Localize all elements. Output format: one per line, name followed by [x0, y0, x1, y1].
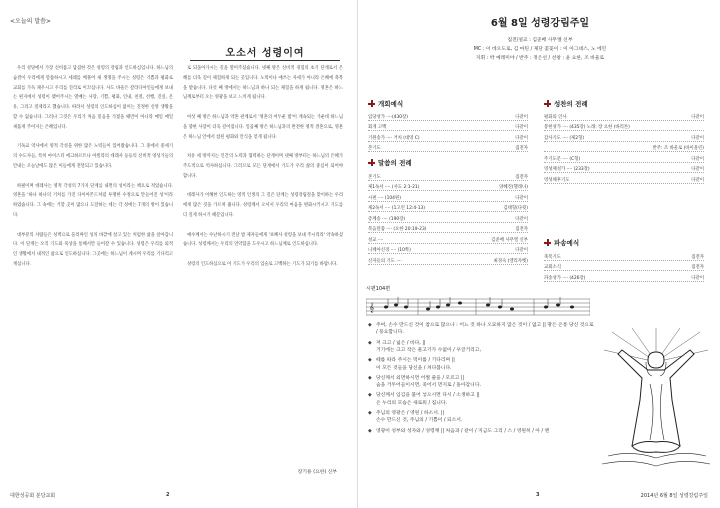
order-row [368, 244, 528, 255]
left-page [0, 0, 358, 508]
order-row [544, 152, 704, 163]
order-item-leader: 집전자 [515, 174, 528, 180]
order-row [368, 233, 528, 244]
sermon-paragraph: 우리 성당에서 가장 신비롭고 담겸한 것은 성령의 강림과 인도하심입니다. 하느님의 숨결이 우리에게 말씀하시고 세례를 베풀어 새 생명을 주시는 성령은 기쁨과 평화로 교회를 가득 채우시고 우리를 진리로 이끄십니다. 사도 바울은 갈라디아인들에게 보내는 편지에서 성령이 맺어주시는 열매는 사랑, 기쁨, 평화, 인내, 친절, 선행, 진실, 온유, 그리고 절제라고 했습니다. 따라서 성령의 인도하심이 없이는 진정한 신앙 생활을 할 수 없습니다. 그러나 그것은 우리가 처음 믿음을 가졌을 때만이 아니라 매일 매일 새롭게 주어지는 은혜입니다. [13, 66, 173, 130]
bullet-icon: ◆ [368, 323, 372, 328]
bullet-icon: ◆ [368, 340, 372, 346]
right-page [360, 0, 720, 508]
sermon-title: 오소서 성령이여 [225, 48, 305, 59]
order-row [368, 223, 528, 234]
order-item-name: 교회소식 [544, 265, 561, 270]
psalm-label: 시편104편 [366, 286, 391, 292]
order-item-leader: 다같이 [515, 125, 528, 130]
lyric-line [368, 428, 596, 435]
sermon-paragraph: 대부분의 사람들은 성벽으로 둘러싸인 성의 바깥에 살고 있는 처럼한 삶을 살아갑니다. 이 단계는 오직 기도와 묵상을 통해서만 들어갈 수 있습니다. 성령은 우리를 외적인 생활에서 내적인 삶으로 인도하십니다. 그곳에는 하느님이 계시며 우리를 기다리고 계십니다. [13, 232, 173, 267]
lyric-line [368, 340, 596, 355]
dismissal-heading [544, 238, 579, 247]
order-item-name: 본기도 [368, 146, 381, 151]
svg-text:𝄞: 𝄞 [369, 303, 375, 313]
preacher-signature: 장기용 (요한) 신부 [297, 470, 337, 475]
service-ministers: MC : 이 데오도로, 김 마틴 / 제단 꽃꽂이 : 이 아그네스, 노 에린 [473, 47, 607, 52]
order-row [368, 191, 528, 202]
sermon-column-2 [183, 64, 343, 489]
order-item-leader: 다같이 [515, 135, 528, 141]
order-item-leader: 다같이 [691, 275, 704, 281]
lyric-line [368, 375, 596, 390]
risen-christ-illustration-icon [602, 328, 710, 468]
lyric-line [368, 322, 596, 337]
order-item-leader: 다같이 [691, 177, 704, 183]
eucharist-list [544, 110, 704, 184]
order-item-name: 입당성가 ····(430장) [368, 114, 408, 120]
order-item-name: 본기도 [368, 174, 381, 180]
order-row [544, 142, 704, 153]
order-row [368, 131, 528, 142]
lyric-text: 당신께서 외면하시면 어쩔 줄을 / 모르고 || [376, 375, 465, 381]
order-row [368, 202, 528, 213]
order-item-name: 감사기도 ···· (제2형) [544, 135, 585, 141]
order-item-name: 신자들의 기도 ···· [368, 258, 402, 264]
cross-icon [368, 159, 375, 166]
order-row [544, 261, 704, 272]
order-item-leader: 다같이 [691, 114, 704, 120]
gathering-heading-label: 개회예식 [378, 100, 404, 108]
order-item-name: 복음말씀 ···· (요한 20:19-23) [368, 227, 427, 232]
bullet-icon: ◆ [368, 358, 372, 364]
order-item-name: 시편 ···· (104편) [368, 195, 401, 201]
order-item-name: 회개 고백 [368, 125, 387, 130]
order-item-name: 파송성가 ···· (426장) [544, 275, 586, 281]
service-music: 지휘 : 박 예레미야 / 반주 : 정은선 / 선창 : 윤 요한, 조 바울로 [475, 56, 605, 61]
order-row [368, 170, 528, 181]
sermon-paragraph: 기독교 역사에서 영적 각성을 위한 많은 노력들이 있어왔습니다. 그 중에서 중세기의 수도자들, 특히 마이스터 에크하르트나 아빌라의 데레사 등등의 신비적 영성가들의 안내는 오늘날에도 많은 이들에게 전달되고 있습니다. [13, 144, 173, 169]
lyric-text: 당신께서 입김을 불어 넣으시면 다시 / 소생하고 || [376, 393, 480, 399]
sermon-column-1 [13, 64, 173, 489]
order-row [368, 121, 528, 132]
order-row [368, 212, 528, 223]
cross-icon [544, 239, 551, 246]
order-row [544, 250, 704, 261]
lyric-text: 주여, 손수 만드신 것이 참으로 많으나 : 어느 것 하나 오묘하지 않은 것이 / 없고 || 땅은 온통 당신 것으로 / 풍요합니다. [376, 323, 594, 336]
gathering-list [368, 110, 528, 152]
order-item-leader: 집전자 [515, 146, 528, 151]
eucharist-heading [544, 99, 588, 108]
order-item-leader: 최경숙 (엘리자벳) [493, 258, 528, 264]
order-item-name: 봉헌성가 ···· (435장) 노래: 장 요한 (바리톤) [544, 125, 630, 130]
order-item-leader: 양혜진(헬레나) [499, 185, 528, 190]
order-row [544, 121, 704, 132]
lyric-text: 저 크고 / 넓은 / 바다, || [376, 340, 426, 346]
sermon-paragraph: 로 되돌아가시는 길을 열어주셨습니다. 넷째 방은 신비적 경험의 초기 단계로서 은혜를 더욱 깊이 체험하게 되는 곳입니다. 노력이나 애쓰는 자세가 아니라 은혜에 축복을 받습니다. 다섯 째 방에서는 하느님과 하나 되는 체험을 하게 됩니다. 영혼은 하느님께로부터 오는 영광을 보고 느끼게 됩니다. [183, 66, 343, 101]
dismissal-list [544, 250, 704, 282]
order-row [544, 131, 704, 142]
lyric-text: 이 모든 것들을 당신을 / 쳐다봅니다. [376, 365, 452, 371]
cross-icon [544, 100, 551, 107]
order-item-leader: 집전자 [515, 227, 528, 232]
order-item-leader: 다같이 [515, 248, 528, 253]
lyric-line [368, 392, 596, 407]
order-item-leader: 다같이 [691, 156, 704, 162]
page-number: 3 [536, 492, 540, 498]
gathering-heading [368, 99, 403, 108]
sermon-paragraph: 치유 세 방까지는 인간의 노력과 협력하는 단계이며 넷째 방부터는 하느님의 은혜가 주도적으로 역사하십니다. 그러므로 모든 단계에서 기도가 우리 삶의 중심이 되어야 합니다. [183, 154, 343, 179]
sermon-paragraph: 하필이며 데레사는 영적 각성의 7가지 단계를 내면의 성이라는 책으로 적었습니다. 영혼을 '하나 하나의 거처를 가진 다이아몬드처럼 투명한 수정으로 만들어진 성'이라 하였습니다. 그 속에는 거할 곳이 많으니 도달하는 데는 각 성에는 7개의 방이 있습니다. [13, 183, 173, 218]
bullet-icon: ◆ [368, 375, 372, 381]
sermon-paragraph: 데레사가 이해한 인도하는 영적 인생의 그 깊은 단계는 성령강림절을 맞이하는 우리에게 많은 것을 가르쳐 줍니다. 성령께서 오셔서 우리의 마음을 변화시키시고 기도를 더 깊게 하시기 때문입니다. [183, 193, 343, 218]
order-row [368, 110, 528, 121]
service-title: 6월 8일 성령강림주일 [490, 18, 590, 29]
order-item-name: 평화의 인사 [544, 114, 567, 120]
order-item-name: 제2독서 ···· (1고린 12:4-13) [368, 206, 426, 211]
footer-church-name: 대한성공회 분당교회 [10, 493, 56, 499]
bullet-icon: ◆ [368, 411, 372, 417]
cross-icon [368, 100, 375, 107]
footer-date: 2014년 6월 8일 성령강림주일 [640, 493, 708, 499]
order-item-leader: 다같이 [691, 135, 704, 141]
order-item-leader: 반주: 조 바울로 (바이올린) [652, 146, 704, 151]
order-row [368, 254, 528, 265]
order-row [544, 163, 704, 174]
lyric-line [368, 410, 596, 425]
page-number: 2 [166, 492, 170, 498]
order-row [368, 142, 528, 153]
order-row [544, 271, 704, 282]
order-item-name: 축복기도 [544, 254, 561, 260]
word-list [368, 170, 528, 265]
order-item-leader: 다같이 [515, 216, 528, 222]
lyric-text: 거기에는 크고 작은 물고기가 수없이 / 우글거리고, [376, 348, 481, 354]
lyric-text: 손수 만드신 것, 주님의 / 기쁨이 / 되소서. [376, 418, 463, 424]
lyric-text: 숨을 거두어들이시면, 죽어서 먼지로 / 돌아갑니다. [376, 383, 481, 389]
order-item-leader: 김준배 사무엘 신부 [491, 237, 528, 243]
word-heading-label: 말씀의 전례 [378, 159, 412, 167]
order-item-leader: 다같이 [515, 114, 528, 120]
order-item-leader: 다같이 [691, 167, 704, 172]
section-tag: <오늘의 말씀> [10, 18, 51, 25]
order-item-leader: 다같이 [515, 195, 528, 201]
music-staff-icon [366, 295, 590, 319]
dismissal-heading-label: 파송예식 [554, 239, 580, 247]
order-item-name: 영성체성가 ···· (233장) [544, 167, 590, 172]
order-item-name: 주기도문 ···· (C형) [544, 156, 581, 162]
sermon-paragraph: 여섯 째 방은 하느님과 약혼 관계로서 '영혼의 어두운 밤'이 계속되는 가운데 하느님을 향한 사랑이 더욱 깊어집니다. 일곱째 방은 하느님과의 완전한 영적 결혼으로, 영혼은 하느님 안에서 참된 평화와 안식을 얻게 됩니다. [183, 114, 343, 140]
order-item-name: 설교 ···· [368, 237, 384, 243]
order-item-name: 니케아신경 ···· (10쪽) [368, 248, 411, 253]
sermon-paragraph: 예수께서는 수난하시기 전날 밤 제자들에게 '보혜사 성령을 보내 주시리라' 약속하셨습니다. 성령께서는 우리의 연약함을 도우시고 하느님께로 인도하십니다. [183, 232, 343, 248]
title-rule [190, 60, 340, 61]
lyric-text: 주님의 영광은 / 영원 / 하소서. || [376, 411, 445, 417]
order-row [544, 173, 704, 184]
lyric-line [368, 357, 596, 372]
sermon-paragraph: 성령의 인도하심으로 이 기도가 우리의 입술로 고백하는 기도가 되기를 바랍니다. [187, 261, 338, 267]
bullet-icon: ◆ [368, 428, 372, 434]
lyric-text: 영광이 성부와 성자와 / 성령께 || 처음과 / 같이 / 지금도 그리 / 스 / 영원히 / 아 / 멘 [376, 428, 550, 434]
order-item-name: 영성체후기도 [544, 177, 570, 183]
word-heading [368, 158, 412, 167]
psalm-lyrics [368, 322, 596, 438]
eucharist-heading-label: 성찬의 전례 [554, 100, 588, 108]
lyric-text: 때를 따라 주시는 먹이를 / 기다리며 || [376, 358, 455, 364]
order-item-leader: 집전자 [691, 265, 704, 270]
order-item-leader: 김태형(다윗) [503, 206, 528, 211]
order-item-name: 층계송 ···· (190장) [368, 216, 406, 222]
bullet-icon: ◆ [368, 393, 372, 399]
order-row [544, 110, 704, 121]
order-item-name: 제1독서 ···· (사도 2:1-21) [368, 185, 420, 190]
service-officiant: 집전/설교 : 김준배 사무엘 신부 [507, 38, 573, 43]
order-item-leader: 집전자 [691, 254, 704, 260]
order-row [368, 181, 528, 192]
lyric-text: 온 누리의 모습은 새로워 / 집니다. [376, 400, 448, 406]
order-item-name: 기원송가 ···· 거처 (대영 C) [368, 135, 420, 141]
